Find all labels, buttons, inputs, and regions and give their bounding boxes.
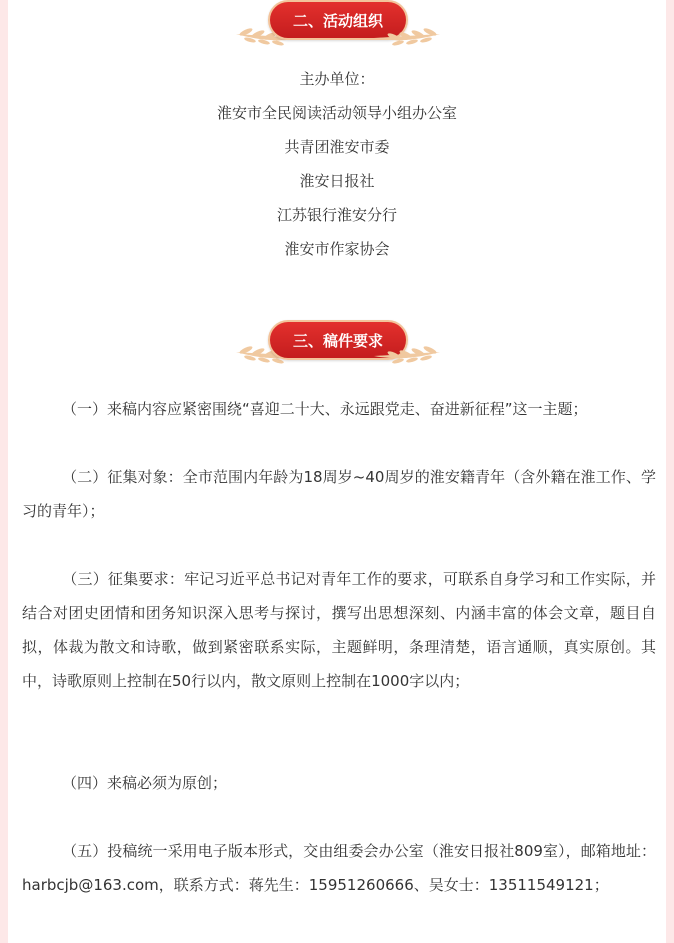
requirement-item (22, 460, 656, 528)
requirement-text: （二）征集对象：全市范围内年龄为18周岁~40周岁的淮安籍青年（含外籍在淮工作、学习的青年）； (22, 468, 656, 520)
right-wreath-icon (370, 326, 444, 366)
section-header-requirements (0, 318, 674, 378)
requirement-item (22, 834, 656, 902)
requirement-item (22, 766, 656, 800)
organizer-item: 淮安日报社 (299, 172, 375, 190)
requirement-item (22, 392, 656, 426)
organizers-label: 主办单位： (299, 70, 375, 88)
section-header-organization (0, 0, 674, 56)
organizer-item: 淮安市作家协会 (284, 240, 390, 258)
section-title-requirements: 三、稿件要求 (268, 320, 408, 360)
organizer-item: 共青团淮安市委 (284, 138, 390, 156)
right-wreath-icon (370, 8, 444, 48)
requirement-text: （四）来稿必须为原创； (62, 774, 228, 792)
requirement-text: （三）征集要求：牢记习近平总书记对青年工作的要求，可联系自身学习和工作实际，并结合对团史团情和团务知识深入思考与探讨，撰写出思想深刻、内涵丰富的体会文章，题目自拟，体裁为散文和诗歌，做到紧密联系实际，主题鲜明，条理清楚，语言通顺，真实原创。其中，诗歌原则上控制在50行以内，散文原则上控制在1000字以内； (22, 570, 656, 690)
requirement-text: （一）来稿内容应紧密围绕“喜迎二十大、永远跟党走、奋进新征程”这一主题； (62, 400, 588, 418)
organizer-item: 江苏银行淮安分行 (276, 206, 397, 224)
requirement-item (22, 562, 656, 698)
section-title-organization: 二、活动组织 (268, 0, 408, 40)
requirement-text: （五）投稿统一采用电子版本形式，交由组委会办公室（淮安日报社809室），邮箱地址：harbcjb@163.com，联系方式：蒋先生：15951260666、吴女士：13511549121； (22, 842, 656, 894)
organizer-item: 淮安市全民阅读活动领导小组办公室 (216, 104, 457, 122)
